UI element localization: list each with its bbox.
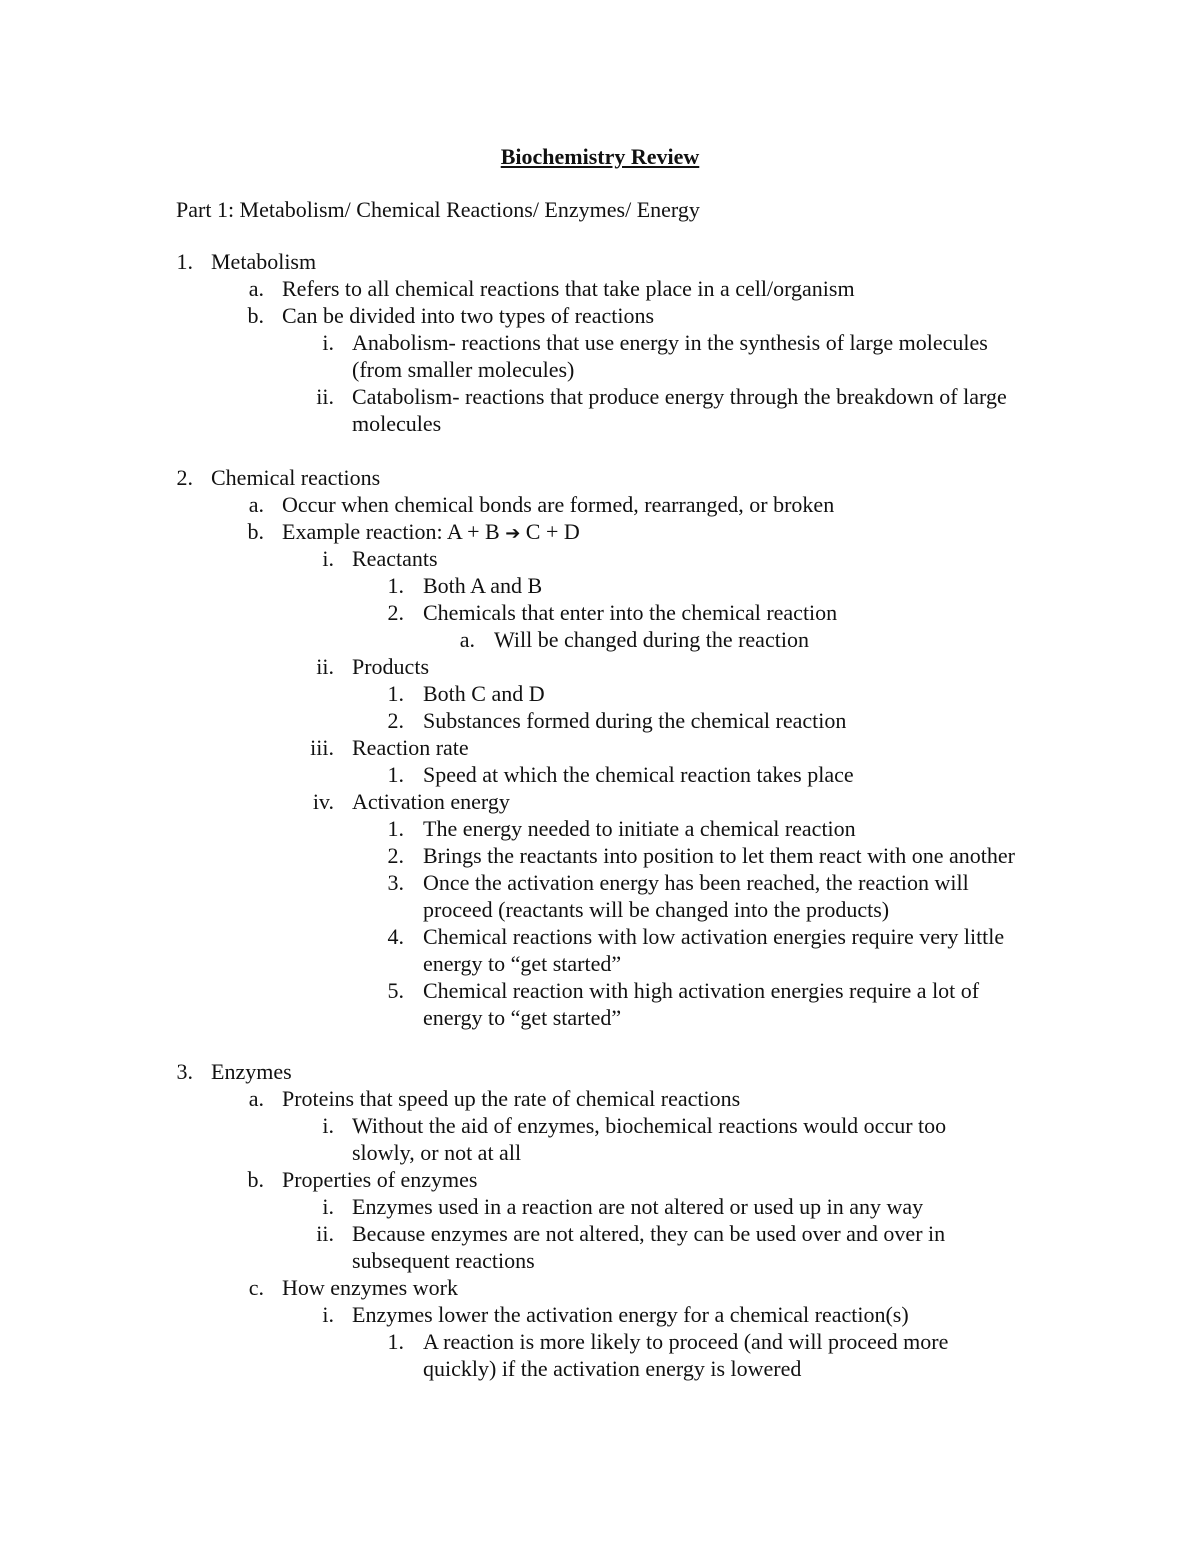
outline (0, 248, 1200, 1382)
outline-line (0, 464, 1200, 491)
outline-line: a. Will be changed during the reaction (459, 627, 809, 652)
document-title: Biochemistry Review (500, 144, 700, 169)
outline-line: 1. A reaction is more likely to proceed (and will proceed more (387, 1329, 949, 1354)
outline-line: a. Proteins that speed up the rate of chemical reactions (248, 1086, 741, 1111)
outline-line: iv. Activation energy (312, 789, 510, 814)
outline-line: 3. Once the activation energy has been reached, the reaction will (387, 870, 969, 895)
list-marker: 3. (176, 1059, 193, 1084)
outline-line: b. Properties of enzymes (247, 1167, 478, 1192)
outline-line: 1. Both C and D (387, 681, 545, 706)
example-reaction-text: Example reaction: A + B (282, 519, 500, 544)
list-marker: 2. (176, 465, 193, 490)
outline-line: molecules (352, 411, 442, 436)
outline-line: i. Reactants (322, 546, 438, 571)
section-heading: Chemical reactions (211, 465, 381, 490)
outline-line: quickly) if the activation energy is lowered (423, 1356, 802, 1381)
outline-line: (from smaller molecules) (352, 357, 575, 382)
outline-line: b. Example reaction: A + B ➔ C + D (247, 519, 580, 544)
list-marker: 1. (176, 249, 193, 274)
outline-line: energy to “get started” (423, 951, 622, 976)
outline-line (0, 1058, 1200, 1085)
outline-line: ii. Catabolism- reactions that produce energy through the breakdown of large (316, 384, 1007, 409)
outline-line: proceed (reactants will be changed into the products) (423, 897, 890, 922)
outline-line: ii. Because enzymes are not altered, they can be used over and over in (316, 1221, 946, 1246)
outline-line: 2. Chemicals that enter into the chemical reaction (387, 600, 838, 625)
outline-line: b. Can be divided into two types of reactions (247, 303, 655, 328)
outline-line: slowly, or not at all (352, 1140, 522, 1165)
outline-line: energy to “get started” (423, 1005, 622, 1030)
outline-line: a. Occur when chemical bonds are formed, rearranged, or broken (248, 492, 835, 517)
outline-line: 1. Speed at which the chemical reaction takes place (387, 762, 854, 787)
outline-line: iii. Reaction rate (310, 735, 469, 760)
outline-line: 1. The energy needed to initiate a chemical reaction (387, 816, 856, 841)
outline-line: 5. Chemical reaction with high activation energies require a lot of (387, 978, 980, 1003)
outline-line: i. Enzymes used in a reaction are not altered or used up in any way (322, 1194, 924, 1219)
outline-line: ii. Products (316, 654, 429, 679)
section-heading: Metabolism (211, 249, 317, 274)
outline-line (0, 248, 1200, 275)
outline-line: 4. Chemical reactions with low activation energies require very little (387, 924, 1005, 949)
outline-line: a. Refers to all chemical reactions that take place in a cell/organism (248, 276, 855, 301)
outline-line: i. Anabolism- reactions that use energy in the synthesis of large molecules (322, 330, 988, 355)
outline-line: 2. Brings the reactants into position to let them react with one another (387, 843, 1016, 868)
arrow-right-icon: ➔ (505, 523, 521, 544)
outline-line: 2. Substances formed during the chemical reaction (387, 708, 847, 733)
section-heading: Enzymes (211, 1059, 292, 1084)
outline-line: c. How enzymes work (248, 1275, 458, 1300)
outline-line: 1. Both A and B (387, 573, 543, 598)
outline-line: i. Enzymes lower the activation energy for a chemical reaction(s) (322, 1302, 909, 1327)
part-heading: Part 1: Metabolism/ Chemical Reactions/ Enzymes/ Energy (176, 197, 700, 222)
outline-line: subsequent reactions (352, 1248, 535, 1273)
outline-line: i. Without the aid of enzymes, biochemical reactions would occur too (322, 1113, 947, 1138)
example-reaction-products: C + D (525, 519, 580, 544)
